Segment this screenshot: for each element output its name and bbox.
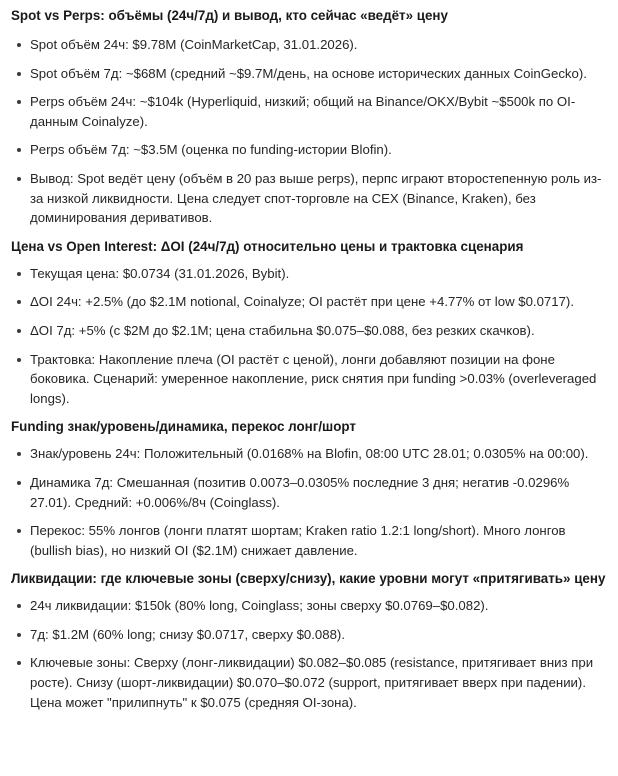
bullet-list [11, 264, 608, 409]
bullet-list [11, 444, 608, 560]
section-spot-vs-perps [11, 6, 608, 228]
list-item: Perps объём 7д: ~$3.5M (оценка по funding-истории Blofin). [11, 140, 608, 160]
section-price-vs-oi [11, 237, 608, 409]
section-funding [11, 417, 608, 560]
bullet-list [11, 35, 608, 228]
list-item: Вывод: Spot ведёт цену (объём в 20 раз выше perps), перпс играют второстепенную роль из-за низкой ликвидности. Цена следует спот-торговле на CEX (Binance, Kraken), без доминирования деривативов. [11, 169, 608, 228]
list-item: 24ч ликвидации: $150k (80% long, Coinglass; зоны сверху $0.0769–$0.082). [11, 596, 608, 616]
section-heading: Funding знак/уровень/динамика, перекос лонг/шорт [11, 419, 356, 435]
list-item: Динамика 7д: Смешанная (позитив 0.0073–0.0305% последние 3 дня; негатив -0.0296% 27.01). Средний: +0.006%/8ч (Coinglass). [11, 473, 608, 512]
list-item: ΔOI 7д: +5% (с $2M до $2.1M; цена стабильна $0.075–$0.088, без резких скачков). [11, 321, 608, 341]
list-item: Трактовка: Накопление плеча (OI растёт с ценой), лонги добавляют позиции на фоне боковика. Сценарий: умеренное накопление, риск снятия при funding >0.03% (overleveraged longs). [11, 350, 608, 409]
list-item: Текущая цена: $0.0734 (31.01.2026, Bybit). [11, 264, 608, 284]
list-item: Перекос: 55% лонгов (лонги платят шортам; Kraken ratio 1.2:1 long/short). Много лонгов (bullish bias), но низкий OI ($2.1M) снижает давление. [11, 521, 608, 560]
list-item: Знак/уровень 24ч: Положительный (0.0168% на Blofin, 08:00 UTC 28.01; 0.0305% на 00:00). [11, 444, 608, 464]
section-liquidations [11, 569, 608, 712]
list-item: Spot объём 7д: ~$68M (средний ~$9.7M/день, на основе исторических данных CoinGecko). [11, 64, 608, 84]
list-item: Spot объём 24ч: $9.78M (CoinMarketCap, 31.01.2026). [11, 35, 608, 55]
bullet-list [11, 596, 608, 712]
section-heading: Цена vs Open Interest: ΔOI (24ч/7д) относительно цены и трактовка сценария [11, 238, 524, 254]
section-heading: Ликвидации: где ключевые зоны (сверху/снизу), какие уровни могут «притягивать» цену [11, 571, 606, 587]
list-item: Ключевые зоны: Сверху (лонг-ликвидации) $0.082–$0.085 (resistance, притягивает вниз при росте). Снизу (шорт-ликвидации) $0.070–$0.072 (support, притягивает вверх при падении). Цена может "прилипнуть" к $0.075 (средняя OI-зона). [11, 653, 608, 712]
list-item: 7д: $1.2M (60% long; снизу $0.0717, сверху $0.088). [11, 625, 608, 645]
section-heading: Spot vs Perps: объёмы (24ч/7д) и вывод, кто сейчас «ведёт» цену [11, 8, 448, 23]
list-item: Perps объём 24ч: ~$104k (Hyperliquid, низкий; общий на Binance/OKX/Bybit ~$500k по OI-данным Coinalyze). [11, 92, 608, 131]
list-item: ΔOI 24ч: +2.5% (до $2.1M notional, Coinalyze; OI растёт при цене +4.77% от low $0.0717). [11, 292, 608, 312]
